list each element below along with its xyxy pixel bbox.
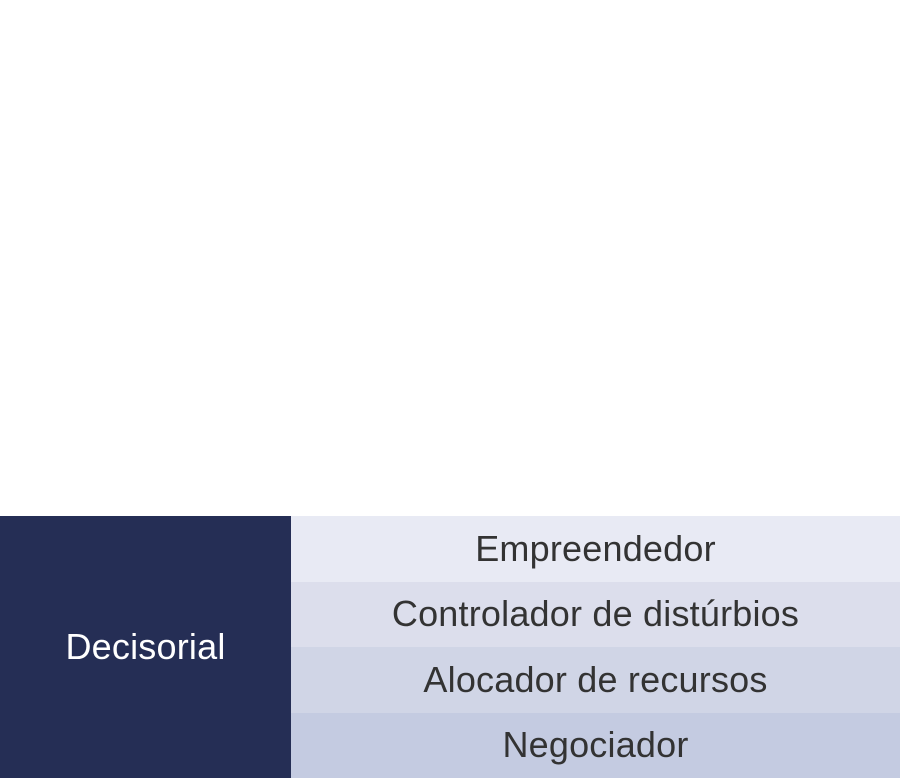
category-label: Decisorial xyxy=(65,626,226,667)
role-row xyxy=(291,647,900,713)
roles-column xyxy=(291,516,900,778)
role-label-controlador: Controlador de distúrbios xyxy=(391,593,800,635)
role-label-negociador: Negociador xyxy=(502,724,689,766)
role-row xyxy=(291,713,900,778)
role-row xyxy=(291,582,900,648)
roles-table xyxy=(0,516,900,778)
category-cell xyxy=(0,516,291,778)
role-row xyxy=(291,516,900,582)
role-label-alocador: Alocador de recursos xyxy=(423,658,768,700)
role-label-empreendedor: Empreendedor xyxy=(475,527,716,569)
